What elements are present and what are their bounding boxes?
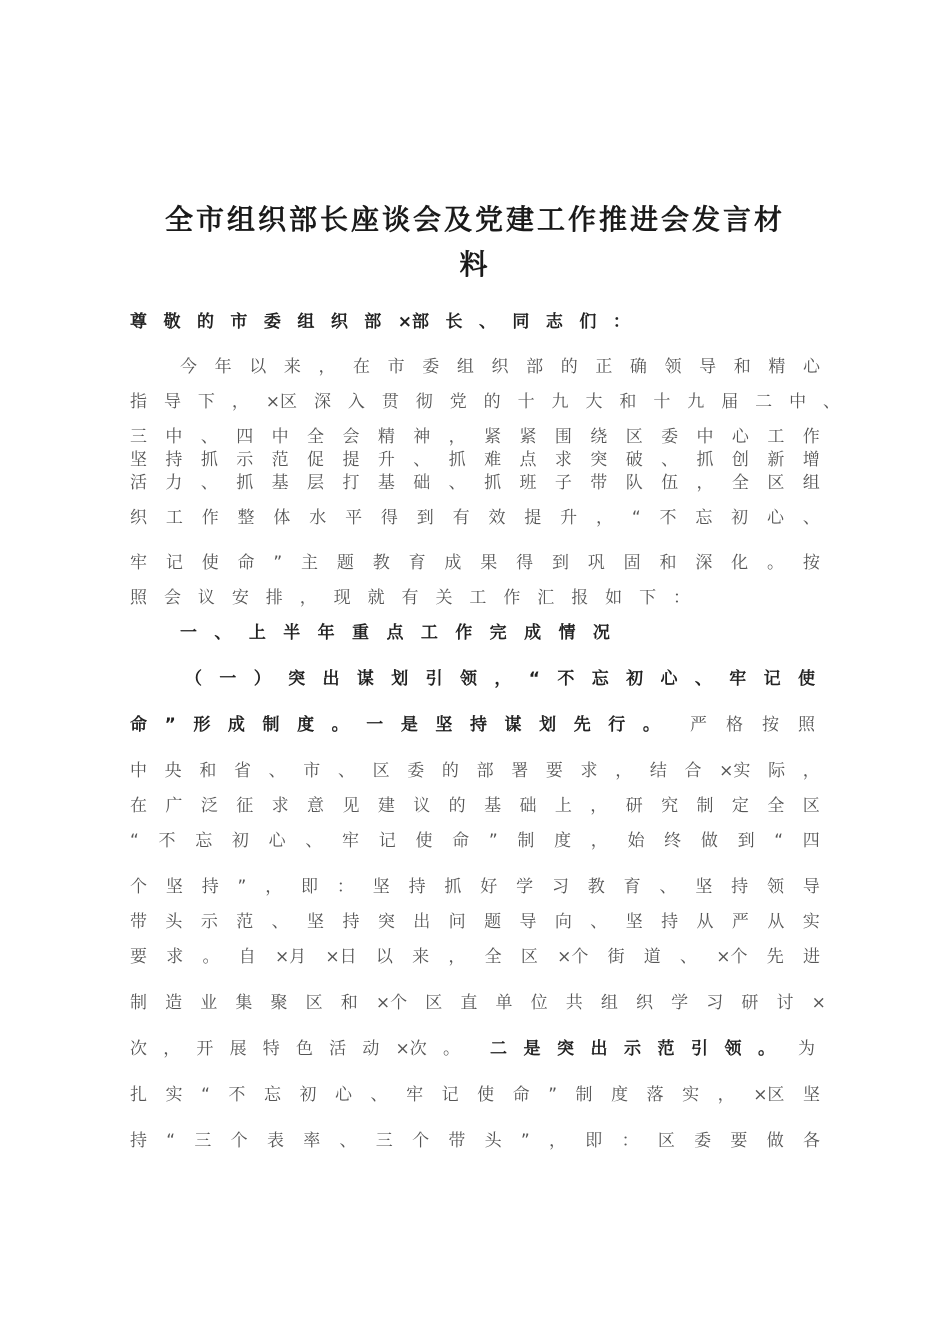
- document-title-line-1: 全市组织部长座谈会及党建工作推进会发言材: [164, 203, 785, 236]
- paragraph-line: 个 坚 持 ” ， 即 ： 坚 持 抓 好 学 习 教 育 、 坚 持 领 导: [130, 877, 820, 897]
- paragraph-line: 扎 实 “ 不 忘 初 心 、 牢 记 使 命 ” 制 度 落 实 ， ×区 坚: [130, 1085, 820, 1105]
- paragraph-line: 照 会 议 安 排 ， 现 就 有 关 工 作 汇 报 如 下 ：: [130, 588, 690, 608]
- paragraph-line: 为: [798, 1039, 815, 1059]
- paragraph-line: 次 ， 开 展 特 色 活 动 ×次 。: [130, 1039, 460, 1059]
- document-title-line-2: 料: [459, 248, 491, 281]
- subsection-heading: （ 一 ） 突 出 谋 划 引 领 ， “ 不 忘 初 心 、 牢 记 使: [185, 669, 815, 689]
- paragraph-line: “ 不 忘 初 心 、 牢 记 使 命 ” 制 度 ， 始 终 做 到 “ 四: [130, 831, 820, 851]
- paragraph-line: 活 力 、 抓 基 层 打 基 础 、 抓 班 子 带 队 伍 ， 全 区 组: [130, 473, 820, 493]
- paragraph-line: 中 央 和 省 、 市 、 区 委 的 部 署 要 求 ， 结 合 ×实 际 ，: [130, 761, 820, 781]
- paragraph-line: 在 广 泛 征 求 意 见 建 议 的 基 础 上 ， 研 究 制 定 全 区: [130, 796, 820, 816]
- paragraph-line: 牢 记 使 命 ” 主 题 教 育 成 果 得 到 巩 固 和 深 化 。 按: [130, 553, 820, 573]
- paragraph-line: 持 “ 三 个 表 率 、 三 个 带 头 ” ， 即 ： 区 委 要 做 各: [130, 1131, 820, 1151]
- paragraph-line: 带 头 示 范 、 坚 持 突 出 问 题 导 向 、 坚 持 从 严 从 实: [130, 912, 820, 932]
- paragraph-line: 指 导 下 ， ×区 深 入 贯 彻 党 的 十 九 大 和 十 九 届 二 中 、: [130, 392, 840, 412]
- paragraph-line: 要 求 。 自 ×月 ×日 以 来 ， 全 区 ×个 街 道 、 ×个 先 进: [130, 947, 820, 967]
- subsection-heading-cont: 命 ” 形 成 制 度 。 一 是 坚 持 谋 划 先 行 。: [130, 715, 660, 735]
- paragraph-line: 三 中 、 四 中 全 会 精 神 ， 紧 紧 围 绕 区 委 中 心 工 作: [130, 427, 820, 447]
- paragraph-line: 坚 持 抓 示 范 促 提 升 、 抓 难 点 求 突 破 、 抓 创 新 增: [130, 450, 820, 470]
- paragraph-line: 制 造 业 集 聚 区 和 ×个 区 直 单 位 共 组 织 学 习 研 讨 ×: [130, 993, 826, 1013]
- paragraph-line: 严 格 按 照: [690, 715, 815, 735]
- salutation: 尊 敬 的 市 委 组 织 部 ×部 长 、 同 志 们 ：: [130, 312, 630, 332]
- section-heading: 一 、 上 半 年 重 点 工 作 完 成 情 况: [180, 623, 610, 643]
- paragraph-line: 织 工 作 整 体 水 平 得 到 有 效 提 升 ， “ 不 忘 初 心 、: [130, 508, 820, 528]
- point-heading: 二 是 突 出 示 范 引 领 。: [490, 1039, 775, 1059]
- paragraph-line: 今 年 以 来 ， 在 市 委 组 织 部 的 正 确 领 导 和 精 心: [180, 357, 820, 377]
